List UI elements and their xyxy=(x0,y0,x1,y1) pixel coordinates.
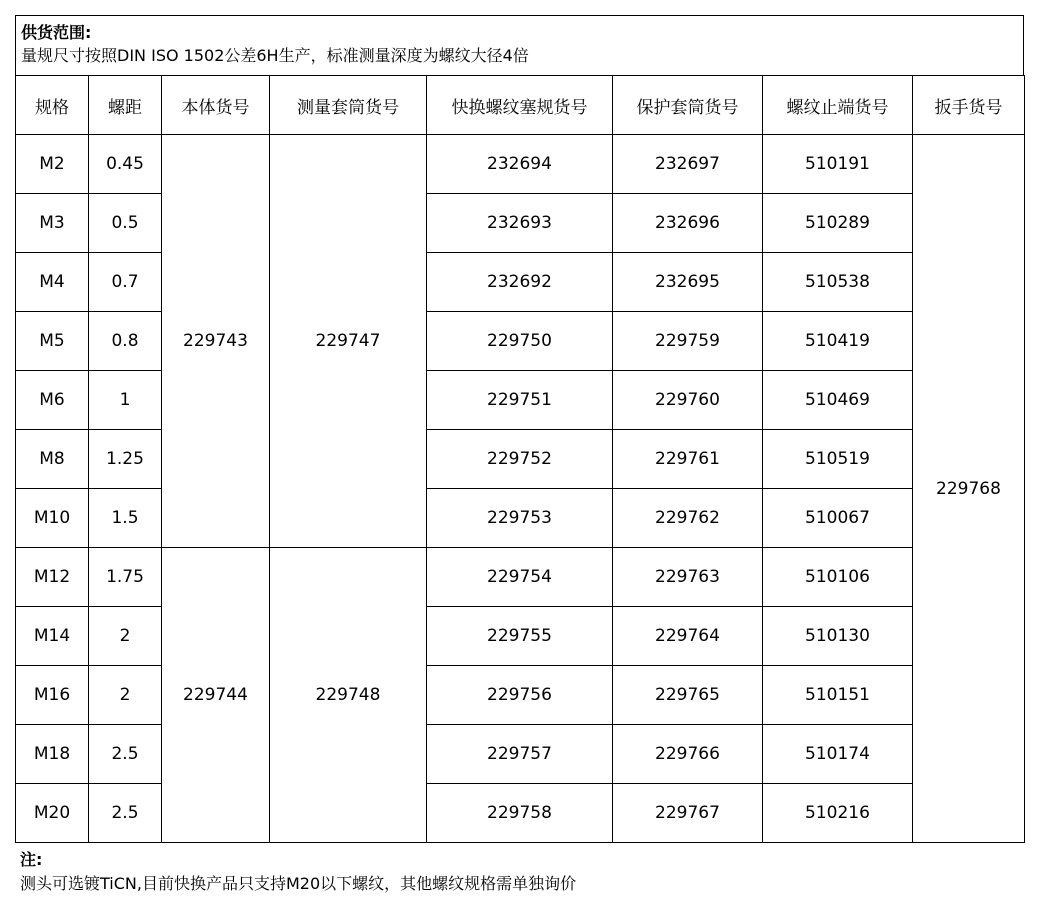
plug-gauge-cell: 229754 xyxy=(427,548,613,607)
notes-title: 注: xyxy=(20,850,43,869)
notes-section xyxy=(15,843,1024,897)
body-number-cell: 229744 xyxy=(162,548,270,843)
column-header: 本体货号 xyxy=(162,76,270,135)
nogo-end-cell: 510067 xyxy=(763,489,913,548)
column-header: 规格 xyxy=(16,76,89,135)
sleeve-number-cell: 229747 xyxy=(270,135,427,548)
size-cell: M3 xyxy=(16,194,89,253)
protect-sleeve-cell: 229762 xyxy=(613,489,763,548)
plug-gauge-cell: 229753 xyxy=(427,489,613,548)
size-cell: M2 xyxy=(16,135,89,194)
pitch-cell: 1.75 xyxy=(89,548,162,607)
nogo-end-cell: 510174 xyxy=(763,725,913,784)
pitch-cell: 0.5 xyxy=(89,194,162,253)
plug-gauge-cell: 229751 xyxy=(427,371,613,430)
size-cell: M6 xyxy=(16,371,89,430)
pitch-cell: 2.5 xyxy=(89,784,162,843)
supply-range-title: 供货范围: xyxy=(21,23,92,42)
nogo-end-cell: 510216 xyxy=(763,784,913,843)
pitch-cell: 1 xyxy=(89,371,162,430)
column-header: 螺纹止端货号 xyxy=(763,76,913,135)
protect-sleeve-cell: 229759 xyxy=(613,312,763,371)
notes-text: 测头可选镀TiCN,目前快换产品只支持M20以下螺纹，其他螺纹规格需单独询价 xyxy=(20,874,577,893)
nogo-end-cell: 510191 xyxy=(763,135,913,194)
size-cell: M10 xyxy=(16,489,89,548)
plug-gauge-cell: 229752 xyxy=(427,430,613,489)
nogo-end-cell: 510130 xyxy=(763,607,913,666)
size-cell: M5 xyxy=(16,312,89,371)
pitch-cell: 1.5 xyxy=(89,489,162,548)
pitch-cell: 2 xyxy=(89,666,162,725)
column-header: 扳手货号 xyxy=(913,76,1025,135)
plug-gauge-cell: 229756 xyxy=(427,666,613,725)
protect-sleeve-cell: 229766 xyxy=(613,725,763,784)
nogo-end-cell: 510538 xyxy=(763,253,913,312)
protect-sleeve-cell: 229767 xyxy=(613,784,763,843)
plug-gauge-cell: 229750 xyxy=(427,312,613,371)
protect-sleeve-cell: 229760 xyxy=(613,371,763,430)
protect-sleeve-cell: 229765 xyxy=(613,666,763,725)
plug-gauge-cell: 229755 xyxy=(427,607,613,666)
protect-sleeve-cell: 229763 xyxy=(613,548,763,607)
document xyxy=(15,15,1024,897)
product-table xyxy=(15,75,1025,843)
column-header: 测量套筒货号 xyxy=(270,76,427,135)
protect-sleeve-cell: 232697 xyxy=(613,135,763,194)
column-header: 保护套筒货号 xyxy=(613,76,763,135)
size-cell: M20 xyxy=(16,784,89,843)
size-cell: M4 xyxy=(16,253,89,312)
supply-range-description: 量规尺寸按照DIN ISO 1502公差6H生产，标准测量深度为螺纹大径4倍 xyxy=(21,46,529,65)
plug-gauge-cell: 229757 xyxy=(427,725,613,784)
pitch-cell: 0.8 xyxy=(89,312,162,371)
nogo-end-cell: 510151 xyxy=(763,666,913,725)
size-cell: M14 xyxy=(16,607,89,666)
nogo-end-cell: 510106 xyxy=(763,548,913,607)
protect-sleeve-cell: 229761 xyxy=(613,430,763,489)
column-header: 螺距 xyxy=(89,76,162,135)
nogo-end-cell: 510519 xyxy=(763,430,913,489)
plug-gauge-cell: 229758 xyxy=(427,784,613,843)
protect-sleeve-cell: 229764 xyxy=(613,607,763,666)
supply-range-header xyxy=(15,15,1024,75)
nogo-end-cell: 510469 xyxy=(763,371,913,430)
table-row xyxy=(16,135,1025,194)
table-header-row xyxy=(16,76,1025,135)
size-cell: M16 xyxy=(16,666,89,725)
protect-sleeve-cell: 232695 xyxy=(613,253,763,312)
pitch-cell: 0.45 xyxy=(89,135,162,194)
plug-gauge-cell: 232693 xyxy=(427,194,613,253)
nogo-end-cell: 510289 xyxy=(763,194,913,253)
pitch-cell: 2.5 xyxy=(89,725,162,784)
plug-gauge-cell: 232694 xyxy=(427,135,613,194)
protect-sleeve-cell: 232696 xyxy=(613,194,763,253)
pitch-cell: 2 xyxy=(89,607,162,666)
body-number-cell: 229743 xyxy=(162,135,270,548)
pitch-cell: 0.7 xyxy=(89,253,162,312)
pitch-cell: 1.25 xyxy=(89,430,162,489)
size-cell: M18 xyxy=(16,725,89,784)
sleeve-number-cell: 229748 xyxy=(270,548,427,843)
column-header: 快换螺纹塞规货号 xyxy=(427,76,613,135)
wrench-number-cell: 229768 xyxy=(913,135,1025,843)
table-row xyxy=(16,548,1025,607)
nogo-end-cell: 510419 xyxy=(763,312,913,371)
size-cell: M12 xyxy=(16,548,89,607)
plug-gauge-cell: 232692 xyxy=(427,253,613,312)
size-cell: M8 xyxy=(16,430,89,489)
